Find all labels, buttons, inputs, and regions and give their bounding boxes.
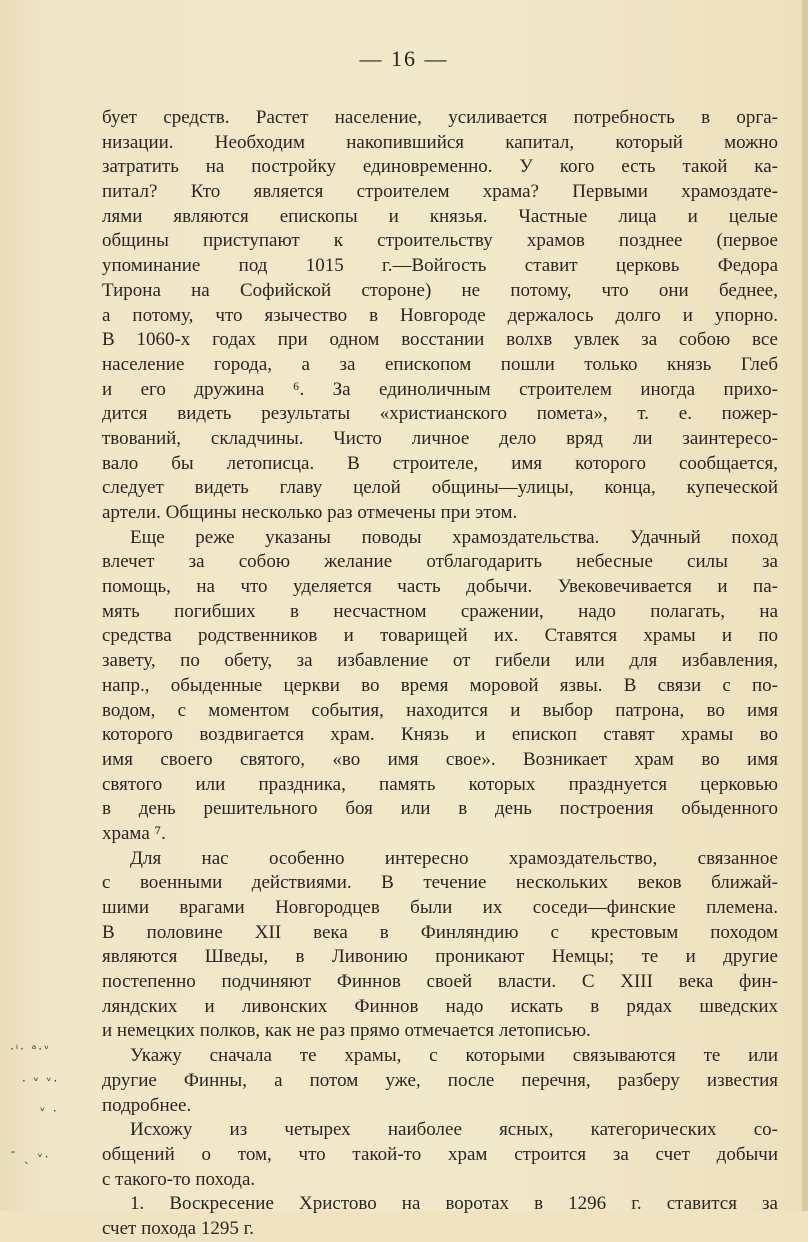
body-text	[102, 106, 778, 1242]
text-line: питал? Кто является строителем храма? Первыми храмоздате-	[102, 181, 778, 203]
text-line: храма ⁷.	[102, 822, 166, 844]
text-line: следует видеть главу целой общины—улицы, конца, купеческой	[102, 477, 778, 499]
text-line: бует средств. Растет население, усиливается потребность в орга-	[102, 107, 778, 128]
text-line: твований, складчины. Чисто личное дело вряд ли заинтересо-	[102, 427, 778, 449]
text-line: население города, а за епископом пошли только князь Глеб	[102, 353, 778, 375]
text-line: и немецких полков, как не раз прямо отмечается летописью.	[102, 1020, 591, 1042]
text-line: Тирона на Софийской стороне) не потому, что они беднее,	[102, 279, 778, 301]
text-line: Еще реже указаны поводы храмоздательства. Удачный поход	[130, 526, 778, 548]
text-line: шими врагами Новгородцев были их соседи—финские племена.	[102, 897, 778, 918]
text-line: которого воздвигается храм. Князь и епископ ставят храмы во	[102, 724, 778, 746]
text-line: Укажу сначала те храмы, с которыми связываются те или	[130, 1045, 778, 1067]
margin-marks: · ᵛ ᵛ·	[22, 1074, 60, 1088]
text-line: В 1060-х годах при одном восстании волхв увлек за собою все	[102, 329, 778, 351]
margin-marks: ˉ ˎ ᵛ·	[10, 1150, 51, 1164]
page-number: — 16 —	[359, 46, 449, 71]
text-line: имя своего святого, «во имя свое». Возникает храм во имя	[102, 748, 778, 770]
text-line: водом, с моментом события, находится и выбор патрона, во имя	[102, 699, 778, 721]
text-line: Исхожу из четырех наиболее ясных, категорических со-	[130, 1119, 778, 1141]
text-line: затратить на постройку единовременно. У кого есть такой ка-	[102, 156, 778, 178]
text-line: постепенно подчиняют Финнов своей власти. С XIII века фин-	[102, 971, 778, 993]
text-line: влечет за собою желание отблагодарить небесные силы за	[102, 551, 778, 573]
text-line: напр., обыденные церкви во время моровой язвы. В связи с по-	[102, 674, 778, 696]
text-line: общины приступают к строительству храмов позднее (первое	[102, 230, 778, 252]
text-line: общений о том, что такой-то храм строится за счет добычи	[102, 1143, 778, 1165]
text-line: другие Финны, а потом уже, после перечня, разберу известия	[102, 1069, 778, 1091]
margin-marks: ᵛ ·	[40, 1104, 59, 1118]
text-line: с военными действиями. В течение нескольких веков ближай-	[102, 872, 778, 894]
text-line: 1. Воскресение Христово на воротах в 1296 г. ставится за	[130, 1193, 778, 1215]
text-line: Для нас особенно интересно храмоздательство, связанное	[130, 847, 778, 869]
text-line: счет похода 1295 г.	[102, 1217, 255, 1239]
text-line: ляндских и ливонских Финнов надо искать в рядах шведских	[102, 995, 778, 1017]
text-line: мять погибших в несчастном сражении, надо полагать, на	[102, 600, 778, 622]
text-line: святого или праздника, память которых празднуется церковью	[102, 773, 778, 795]
text-line: лями являются епископы и князья. Частные лица и целые	[102, 205, 778, 227]
text-line: помощь, на что уделяется часть добычи. Увековечивается и па-	[102, 576, 778, 598]
text-line: В половине XII века в Финляндию с крестовым походом	[102, 921, 778, 943]
text-line: а потому, что язычество в Новгороде держалось долго и упорно.	[102, 304, 778, 326]
text-line: низации. Необходим накопившийся капитал, который можно	[102, 131, 778, 153]
text-line: завету, по обету, за избавление от гибели или для избавления,	[102, 650, 778, 672]
text-line: и его дружина ⁶. За единоличным строителем иногда прихо-	[102, 378, 778, 400]
text-line: средства родственников и товарищей их. Ставятся храмы и по	[102, 625, 778, 647]
text-line: упоминание под 1015 г.—Войгость ставит церковь Федора	[102, 255, 778, 277]
text-line: с такого-то похода.	[102, 1168, 256, 1190]
text-line: артели. Общины несколько раз отмечены при этом.	[102, 502, 518, 523]
text-line: являются Шведы, в Ливонию проникают Немцы; те и другие	[102, 946, 778, 968]
text-line: подробнее.	[102, 1094, 192, 1116]
text-line: в день решительного боя или в день построения обыденного	[102, 798, 778, 820]
text-line: вало бы летописца. В строителе, имя которого сообщается,	[102, 452, 778, 474]
text-line: дится видеть результаты «христианского помета», т. е. пожер-	[102, 403, 778, 425]
margin-marks: ·ⁱ· ᵃ·ᵛ	[10, 1042, 52, 1056]
page-edge	[802, 0, 808, 1211]
